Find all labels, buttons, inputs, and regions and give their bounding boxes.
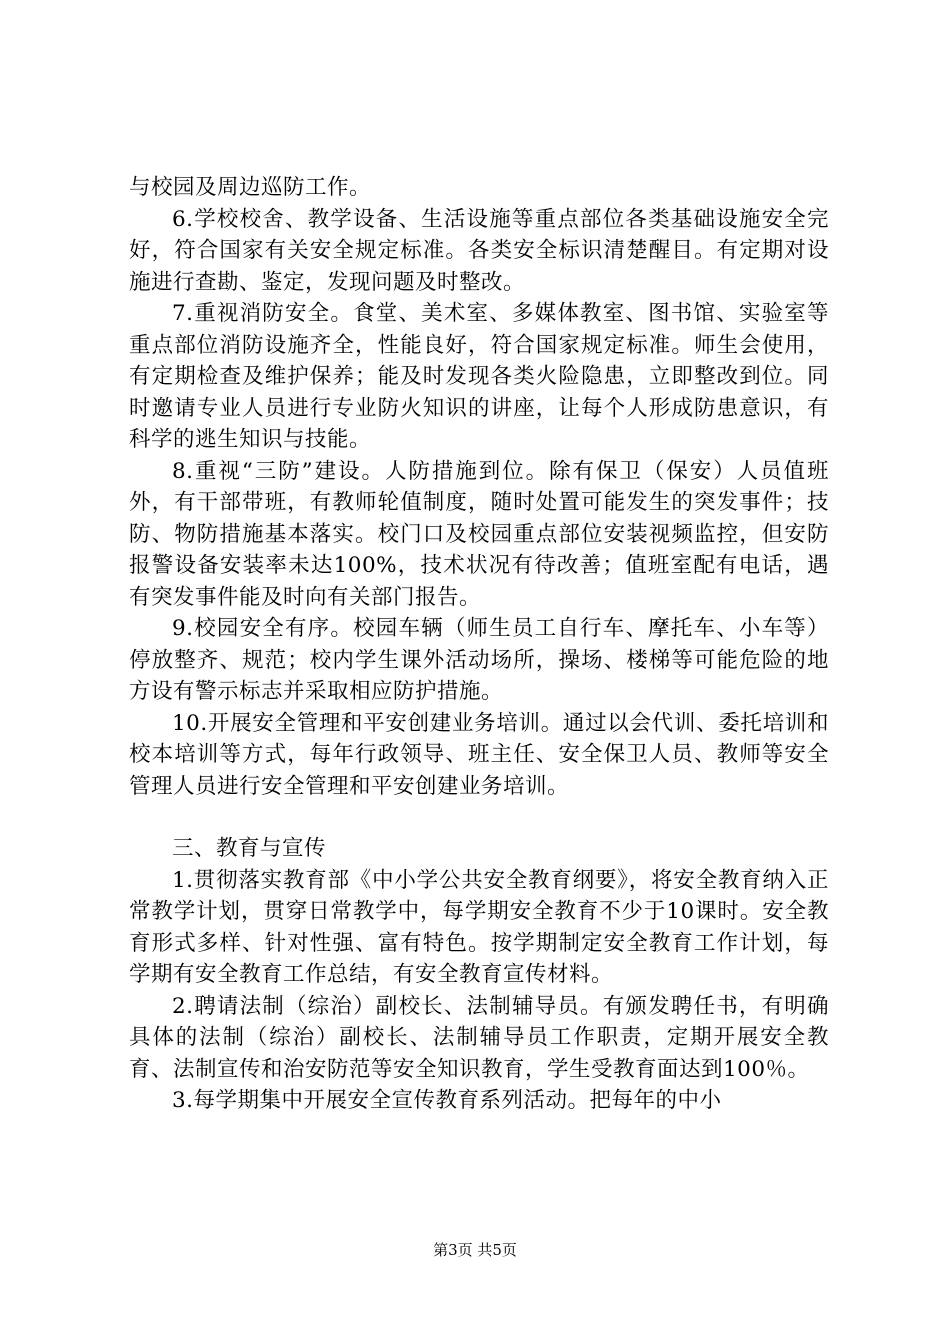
paragraph: 1.贯彻落实教育部《中小学公共安全教育纲要》，将安全教育纳入正常教学计划，贯穿日常教学中，每学期安全教育不少于10课时。安全教育形式多样、针对性强、富有特色。按学期制定安全教育工作计划，每学期有安全教育工作总结，有安全教育宣传材料。 <box>129 867 829 987</box>
paragraph-group-1 <box>129 172 829 802</box>
section-gap <box>129 802 829 833</box>
paragraph: 3.每学期集中开展安全宣传教育系列活动。把每年的中小 <box>172 1088 722 1113</box>
section-heading: 三、教育与宣传 <box>172 836 327 861</box>
document-body <box>129 172 829 1117</box>
paragraph: 7.重视消防安全。食堂、美术室、多媒体教室、图书馆、实验室等重点部位消防设施齐全，性能良好，符合国家规定标准。师生会使用，有定期检查及维护保养；能及时发现各类火险隐患，立即整改到位。同时邀请专业人员进行专业防火知识的讲座，让每个人形成防患意识，有科学的逃生知识与技能。 <box>129 301 829 452</box>
paragraph: 2.聘请法制（综治）副校长、法制辅导员。有颁发聘任书，有明确具体的法制（综治）副校长、法制辅导员工作职责，定期开展安全教育、法制宣传和治安防范等安全知识教育，学生受教育面达到100％。 <box>129 993 829 1082</box>
page-footer: 第3页 共5页 <box>433 1241 517 1259</box>
paragraph: 10.开展安全管理和平安创建业务培训。通过以会代训、委托培训和校本培训等方式，每年行政领导、班主任、安全保卫人员、教师等安全管理人员进行安全管理和平安创建业务培训。 <box>129 710 829 799</box>
paragraph-group-2 <box>129 865 829 1117</box>
paragraph: 9.校园安全有序。校园车辆（师生员工自行车、摩托车、小车等）停放整齐、规范；校内学生课外活动场所，操场、楼梯等可能危险的地方设有警示标志并采取相应防护措施。 <box>129 616 829 704</box>
paragraph: 6.学校校舍、教学设备、生活设施等重点部位各类基础设施安全完好，符合国家有关安全规定标准。各类安全标识清楚醒目。有定期对设施进行查勘、鉴定，发现问题及时整改。 <box>129 206 829 295</box>
paragraph: 与校园及周边巡防工作。 <box>129 175 372 200</box>
paragraph: 8.重视“三防”建设。人防措施到位。除有保卫（保安）人员值班外，有干部带班，有教师轮值制度，随时处置可能发生的突发事件；技防、物防措施基本落实。校门口及校园重点部位安装视频监控，但安防报警设备安装率未达100%，技术状况有待改善；值班室配有电话，遇有突发事件能及时向有关部门报告。 <box>129 458 829 610</box>
